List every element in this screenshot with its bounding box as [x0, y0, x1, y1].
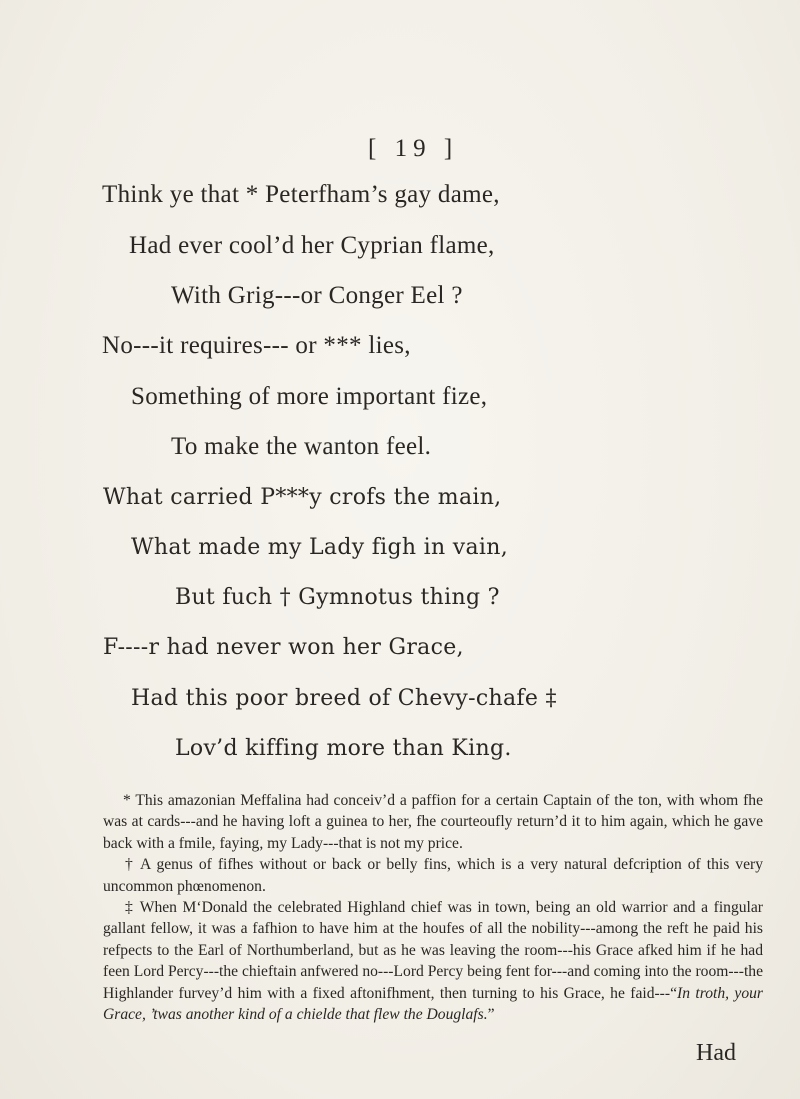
verse-line: What carried P***y crofs the main,: [103, 485, 502, 510]
footnote-3: [103, 897, 763, 1025]
verse-line: To make the wanton feel.: [171, 433, 432, 460]
catchword: Had: [696, 1040, 736, 1066]
verse-line: But fuch † Gymnotus thing ?: [175, 585, 500, 610]
footnote-3-text: ‡ When M‘Donald the celebrated Highland chief was in town, being an old warrior and a fingular gallant fellow, it was a fafhion to have him at the houfes of all the nobility---among the reft he paid his refpects to the Earl of Northumberland, but as he was leaving the room---his Grace afked him if he had feen Lord Percy---the chieftain anfwered no---Lord Percy being fent for---and coming into the room---the Highlander furvey’d him with a fixed aftonifhment, then turning to his Grace, he faid---“: [103, 899, 763, 1002]
verse-line: F----r had never won her Grace,: [103, 635, 464, 660]
verse-line: Had ever cool’d her Cyprian flame,: [129, 232, 495, 259]
verse-line: No---it requires--- or *** lies,: [102, 332, 411, 359]
footnote-3-quote: In troth, your Grace, ’twas another kind of a chielde that flew the Douglafs.: [103, 984, 763, 1024]
verse-line: What made my Lady figh in vain,: [131, 535, 508, 560]
verse-line: Think ye that * Peterfham’s gay dame,: [102, 181, 500, 208]
page-number: [ 19 ]: [368, 135, 459, 162]
footnotes: [103, 790, 763, 1025]
verse-line: Something of more important fize,: [131, 383, 488, 410]
footnote-3-close: ”: [487, 1006, 495, 1024]
verse-line: Had this poor breed of Chevy-chafe ‡: [131, 686, 557, 711]
verse-line: Lov’d kiffing more than King.: [175, 736, 512, 761]
footnote-1: * This amazonian Meffalina had conceiv’d a paffion for a certain Captain of the ton, with whom fhe was at cards---and he having loft a guinea to her, fhe courteoufly return’d it to him again, which he gave back with a fmile, faying, my Lady---that is not my price.: [103, 792, 763, 852]
footnote-2: † A genus of fifhes without or back or belly fins, which is a very natural defcription of this very uncommon phœnomenon.: [103, 856, 763, 895]
verse-line: With Grig---or Conger Eel ?: [171, 282, 463, 309]
